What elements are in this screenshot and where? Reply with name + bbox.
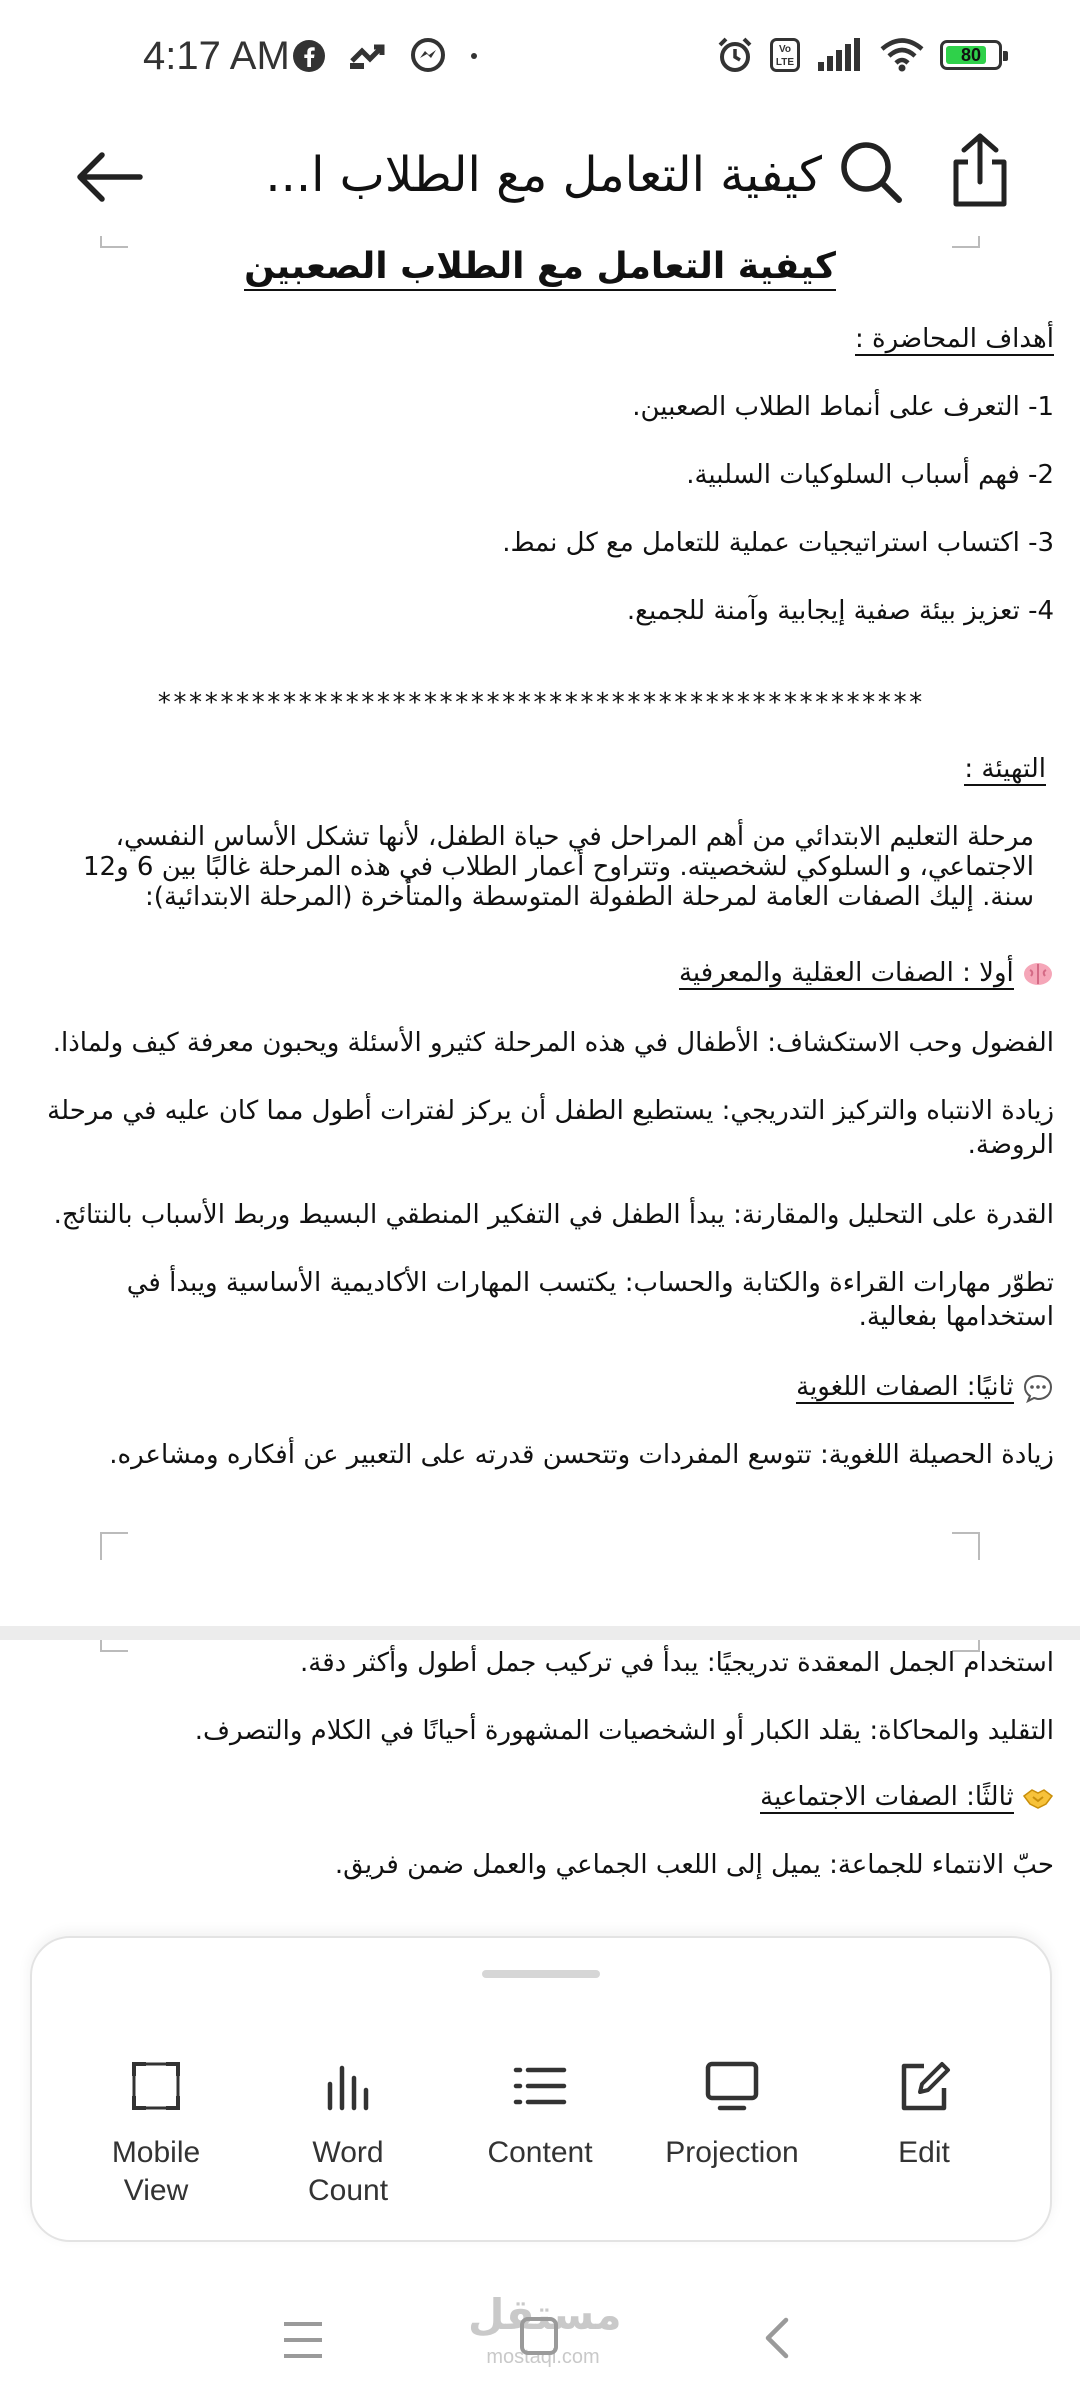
projection-icon (704, 2058, 760, 2114)
svg-text:Vo: Vo (778, 44, 792, 55)
paragraph-item: زيادة الحصيلة اللغوية: تتوسع المفردات وتتحسن قدرته على التعبير عن أفكاره ومشاعره. (109, 1440, 1054, 1470)
document-toolbar (0, 120, 1080, 235)
missed-call-icon (348, 41, 388, 71)
alarm-icon (716, 36, 754, 74)
paragraph-item: استخدام الجمل المعقدة تدريجيًا: يبدأ في تركيب جمل أطول وأكثر دقة. (299, 1648, 1054, 1678)
handshake-icon (1022, 1782, 1054, 1814)
objective-item: 1- التعرف على أنماط الطلاب الصعبين. (632, 392, 1054, 422)
mobile-view-icon (128, 2058, 184, 2114)
mobile-view-button[interactable] (71, 2058, 241, 2210)
signal-icon (816, 38, 864, 72)
dot-icon (468, 50, 480, 62)
notification-icons (292, 38, 480, 74)
edit-label: Edit (898, 2136, 950, 2169)
back-button[interactable] (72, 140, 146, 214)
crop-mark (952, 1532, 980, 1560)
bottom-sheet-menu (30, 1936, 1052, 2242)
projection-button[interactable] (647, 2058, 817, 2172)
projection-label: Projection (665, 2136, 799, 2169)
home-icon[interactable] (519, 2316, 559, 2356)
facebook-icon (292, 39, 326, 73)
section-heading (40, 1370, 1054, 1404)
arrow-left-icon (72, 140, 146, 214)
watermark-logo: مستقل (468, 2290, 622, 2339)
heading-text: كيفية التعامل مع الطلاب الصعبين (244, 246, 836, 291)
objectives-title-text: أهداف المحاضرة : (855, 324, 1054, 354)
content-button[interactable] (455, 2058, 625, 2172)
paragraph-item: التقليد والمحاكاة: يقلد الكبار أو الشخصيات المشهورة أحيانًا في الكلام والتصرف. (194, 1716, 1054, 1746)
paragraph-item: حبّ الانتماء للجماعة: يميل إلى اللعب الجماعي والعمل ضمن فريق. (334, 1850, 1054, 1880)
section-title-text: ثالثًا: الصفات الاجتماعية (760, 1782, 1014, 1812)
section-title-text: ثانيًا: الصفات اللغوية (796, 1372, 1014, 1402)
search-button[interactable] (833, 134, 907, 208)
status-time: 4:17 AM (143, 34, 290, 78)
section-heading (40, 956, 1054, 990)
document-title: كيفية التعامل مع الطلاب ا... (265, 147, 822, 203)
objective-item: 2- فهم أسباب السلوكيات السلبية. (686, 460, 1054, 490)
paragraph-item: زيادة الانتباه والتركيز التدريجي: يستطيع الطفل أن يركز لفترات أطول مما كان عليه في مرحلة الروضة. (47, 1096, 1054, 1160)
document-page[interactable] (0, 236, 1080, 1626)
paragraph-item: القدرة على التحليل والمقارنة: يبدأ الطفل في التفكير المنطقي البسيط وربط الأسباب بالنتائج. (53, 1200, 1054, 1230)
objective-item: 4- تعزيز بيئة صفية إيجابية وآمنة للجميع. (626, 596, 1054, 626)
messenger-icon (410, 38, 446, 74)
intro-title (40, 752, 1046, 786)
status-bar (0, 0, 1080, 120)
content-list-icon (512, 2058, 568, 2114)
paragraph-item: تطوّر مهارات القراءة والكتابة والحساب: يكتسب المهارات الأكاديمية الأساسية ويبدأ في استخدامها بفعالية. (126, 1268, 1054, 1332)
battery-icon (940, 40, 1002, 70)
back-icon[interactable] (762, 2316, 792, 2360)
word-count-label: Word Count (307, 2136, 389, 2207)
document-heading (0, 246, 1080, 287)
menu-icon[interactable] (282, 2320, 324, 2360)
volte-icon (770, 38, 800, 72)
battery-level-text: 80 (960, 45, 982, 65)
svg-text:LTE: LTE (775, 57, 795, 68)
battery-tip (1003, 51, 1008, 61)
word-count-icon (320, 2058, 376, 2114)
objectives-title (40, 322, 1054, 356)
share-button[interactable] (948, 130, 1012, 210)
paragraph-item: الفضول وحب الاستكشاف: الأطفال في هذه المرحلة كثيرو الأسئلة ويحبون معرفة كيف ولماذا. (52, 1028, 1054, 1058)
intro-paragraph: مرحلة التعليم الابتدائي من أهم المراحل في حياة الطفل، لأنها تشكل الأساس النفسي، الاجتماعي، و السلوكي لشخصيته. وتتراوح أعمار الطلاب في هذه المرحلة غالبًا بين 6 و12 سنة. إليك الصفات العامة لمرحلة الطفولة المتوسطة والمتأخرة (المرحلة الابتدائية): (82, 822, 1034, 912)
edit-button[interactable] (839, 2058, 1009, 2172)
section-title-text: أولا : الصفات العقلية والمعرفية (678, 958, 1014, 988)
speech-bubble-icon (1022, 1372, 1054, 1404)
watermark-url: mostaql.com (486, 2346, 600, 2368)
word-count-button[interactable] (263, 2058, 433, 2210)
wifi-icon (880, 38, 924, 72)
document-page[interactable] (0, 1640, 1080, 1940)
brain-icon (1022, 958, 1054, 990)
search-icon (833, 134, 907, 208)
objective-item: 3- اكتساب استراتيجيات عملية للتعامل مع كل نمط. (502, 528, 1054, 558)
separator-line: ************************************************* (156, 688, 924, 718)
share-icon (948, 130, 1012, 210)
crop-mark (100, 1532, 128, 1560)
edit-icon (896, 2058, 952, 2114)
system-icons (716, 36, 1002, 74)
system-navigation-bar (0, 2270, 1080, 2400)
drag-handle[interactable] (482, 1970, 600, 1978)
mobile-view-label: Mobile View (111, 2136, 201, 2207)
intro-title-text: التهيئة : (964, 754, 1046, 784)
page-separator (0, 1626, 1080, 1640)
content-label: Content (487, 2136, 593, 2169)
section-heading (40, 1780, 1054, 1814)
